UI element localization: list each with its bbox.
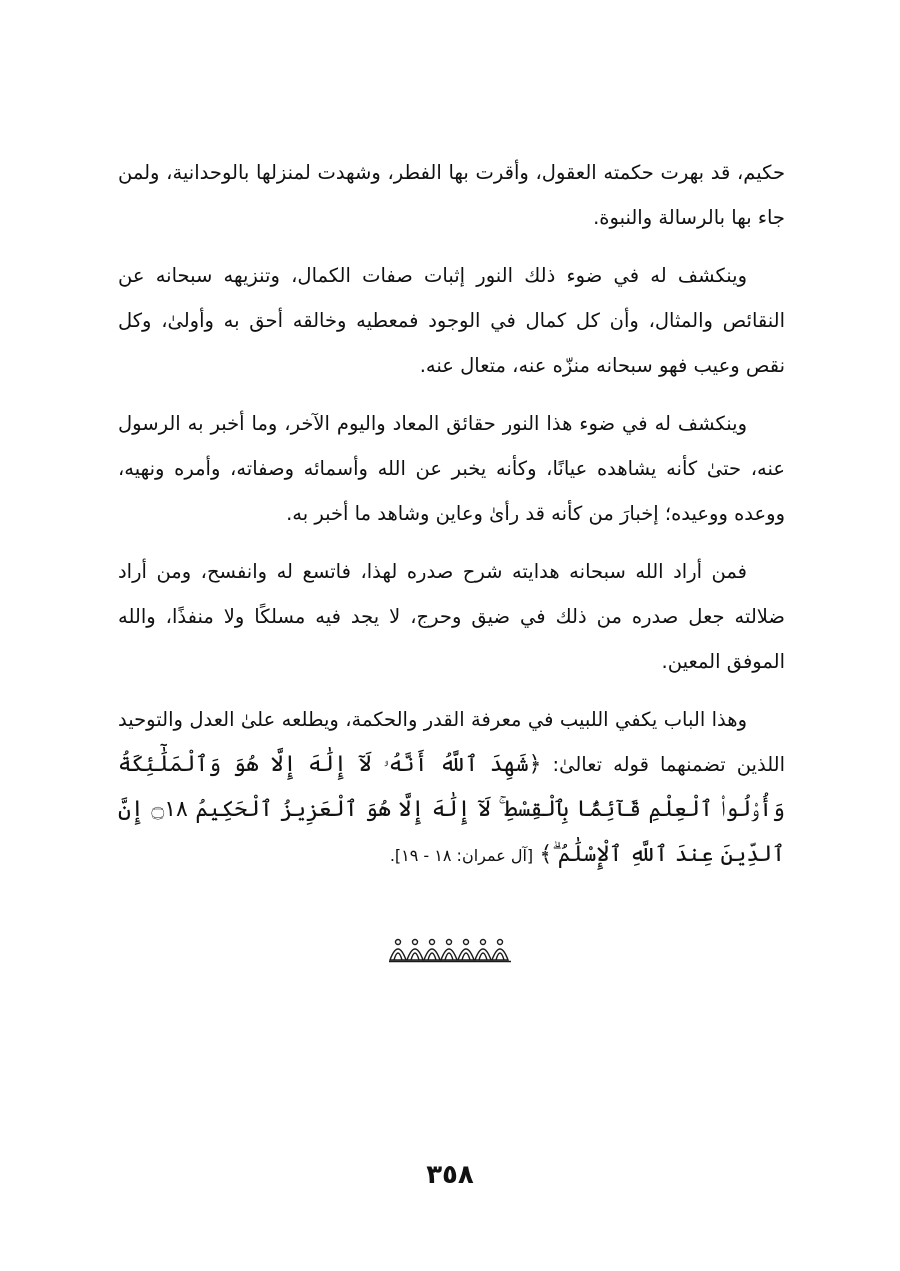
paragraph-4: فمن أراد الله سبحانه هدايته شرح صدره لهذا، فاتسع له وانفسح، ومن أراد ضلالته جعل صدره من ذلك في ضيق وحرج، لا يجد فيه مسلكًا ولا منفذًا، والله الموفق المعين.: [118, 560, 785, 673]
verse-citation: [آل عمران: ١٨ - ١٩].: [389, 846, 534, 865]
paragraph-2: وينكشف له في ضوء ذلك النور إثبات صفات الكمال، وتنزيهه سبحانه عن النقائص والمثال، وأن كل كمال في الوجود فمعطيه وخالقه أحق به وأولىٰ، وكل نقص وعيب فهو سبحانه منزّه عنه، متعال عنه.: [118, 264, 785, 377]
paragraph-1: حكيم، قد بهرت حكمته العقول، وأقرت بها الفطر، وشهدت لمنزلها بالوحدانية، ولمن جاء بها بالرسالة والنبوة.: [118, 161, 785, 229]
paragraph-3: وينكشف له في ضوء هذا النور حقائق المعاد واليوم الآخر، وما أخبر به الرسول عنه، حتىٰ كأنه يشاهده عيانًا، وكأنه يخبر عن الله وأسمائه وصفاته، وأمره ونهيه، ووعده ووعيده؛ إخبارَ من كأنه قد رأىٰ وعاين وشاهد ما أخبر به.: [118, 412, 785, 525]
paragraph-5: [118, 697, 785, 878]
floral-divider-svg: [388, 934, 512, 964]
quran-verse: ﴿شَهِدَ ٱللَّهُ أَنَّهُۥ لَآ إِلَٰهَ إِلَّا هُوَ وَٱلْمَلَٰٓئِكَةُ وَأُو۟لُوا۟ ٱلْعِلْمِ قَآئِمًۢا بِٱلْقِسْطِ ۚ لَآ إِلَٰهَ إِلَّا هُوَ ٱلْعَزِيزُ ٱلْحَكِيمُ ۝١٨ إِنَّ ٱلدِّينَ عِندَ ٱللَّهِ ٱلْإِسْلَٰمُ ۗ﴾: [118, 752, 785, 867]
floral-divider-icon: [385, 932, 515, 966]
paragraph-5-intro: وهذا الباب يكفي اللبيب في معرفة القدر والحكمة، ويطلعه علىٰ العدل والتوحيد اللذين تضمنهما قوله تعالىٰ:: [118, 708, 786, 776]
page-number: ٣٥٨: [426, 1160, 474, 1190]
body-text: [118, 150, 785, 891]
